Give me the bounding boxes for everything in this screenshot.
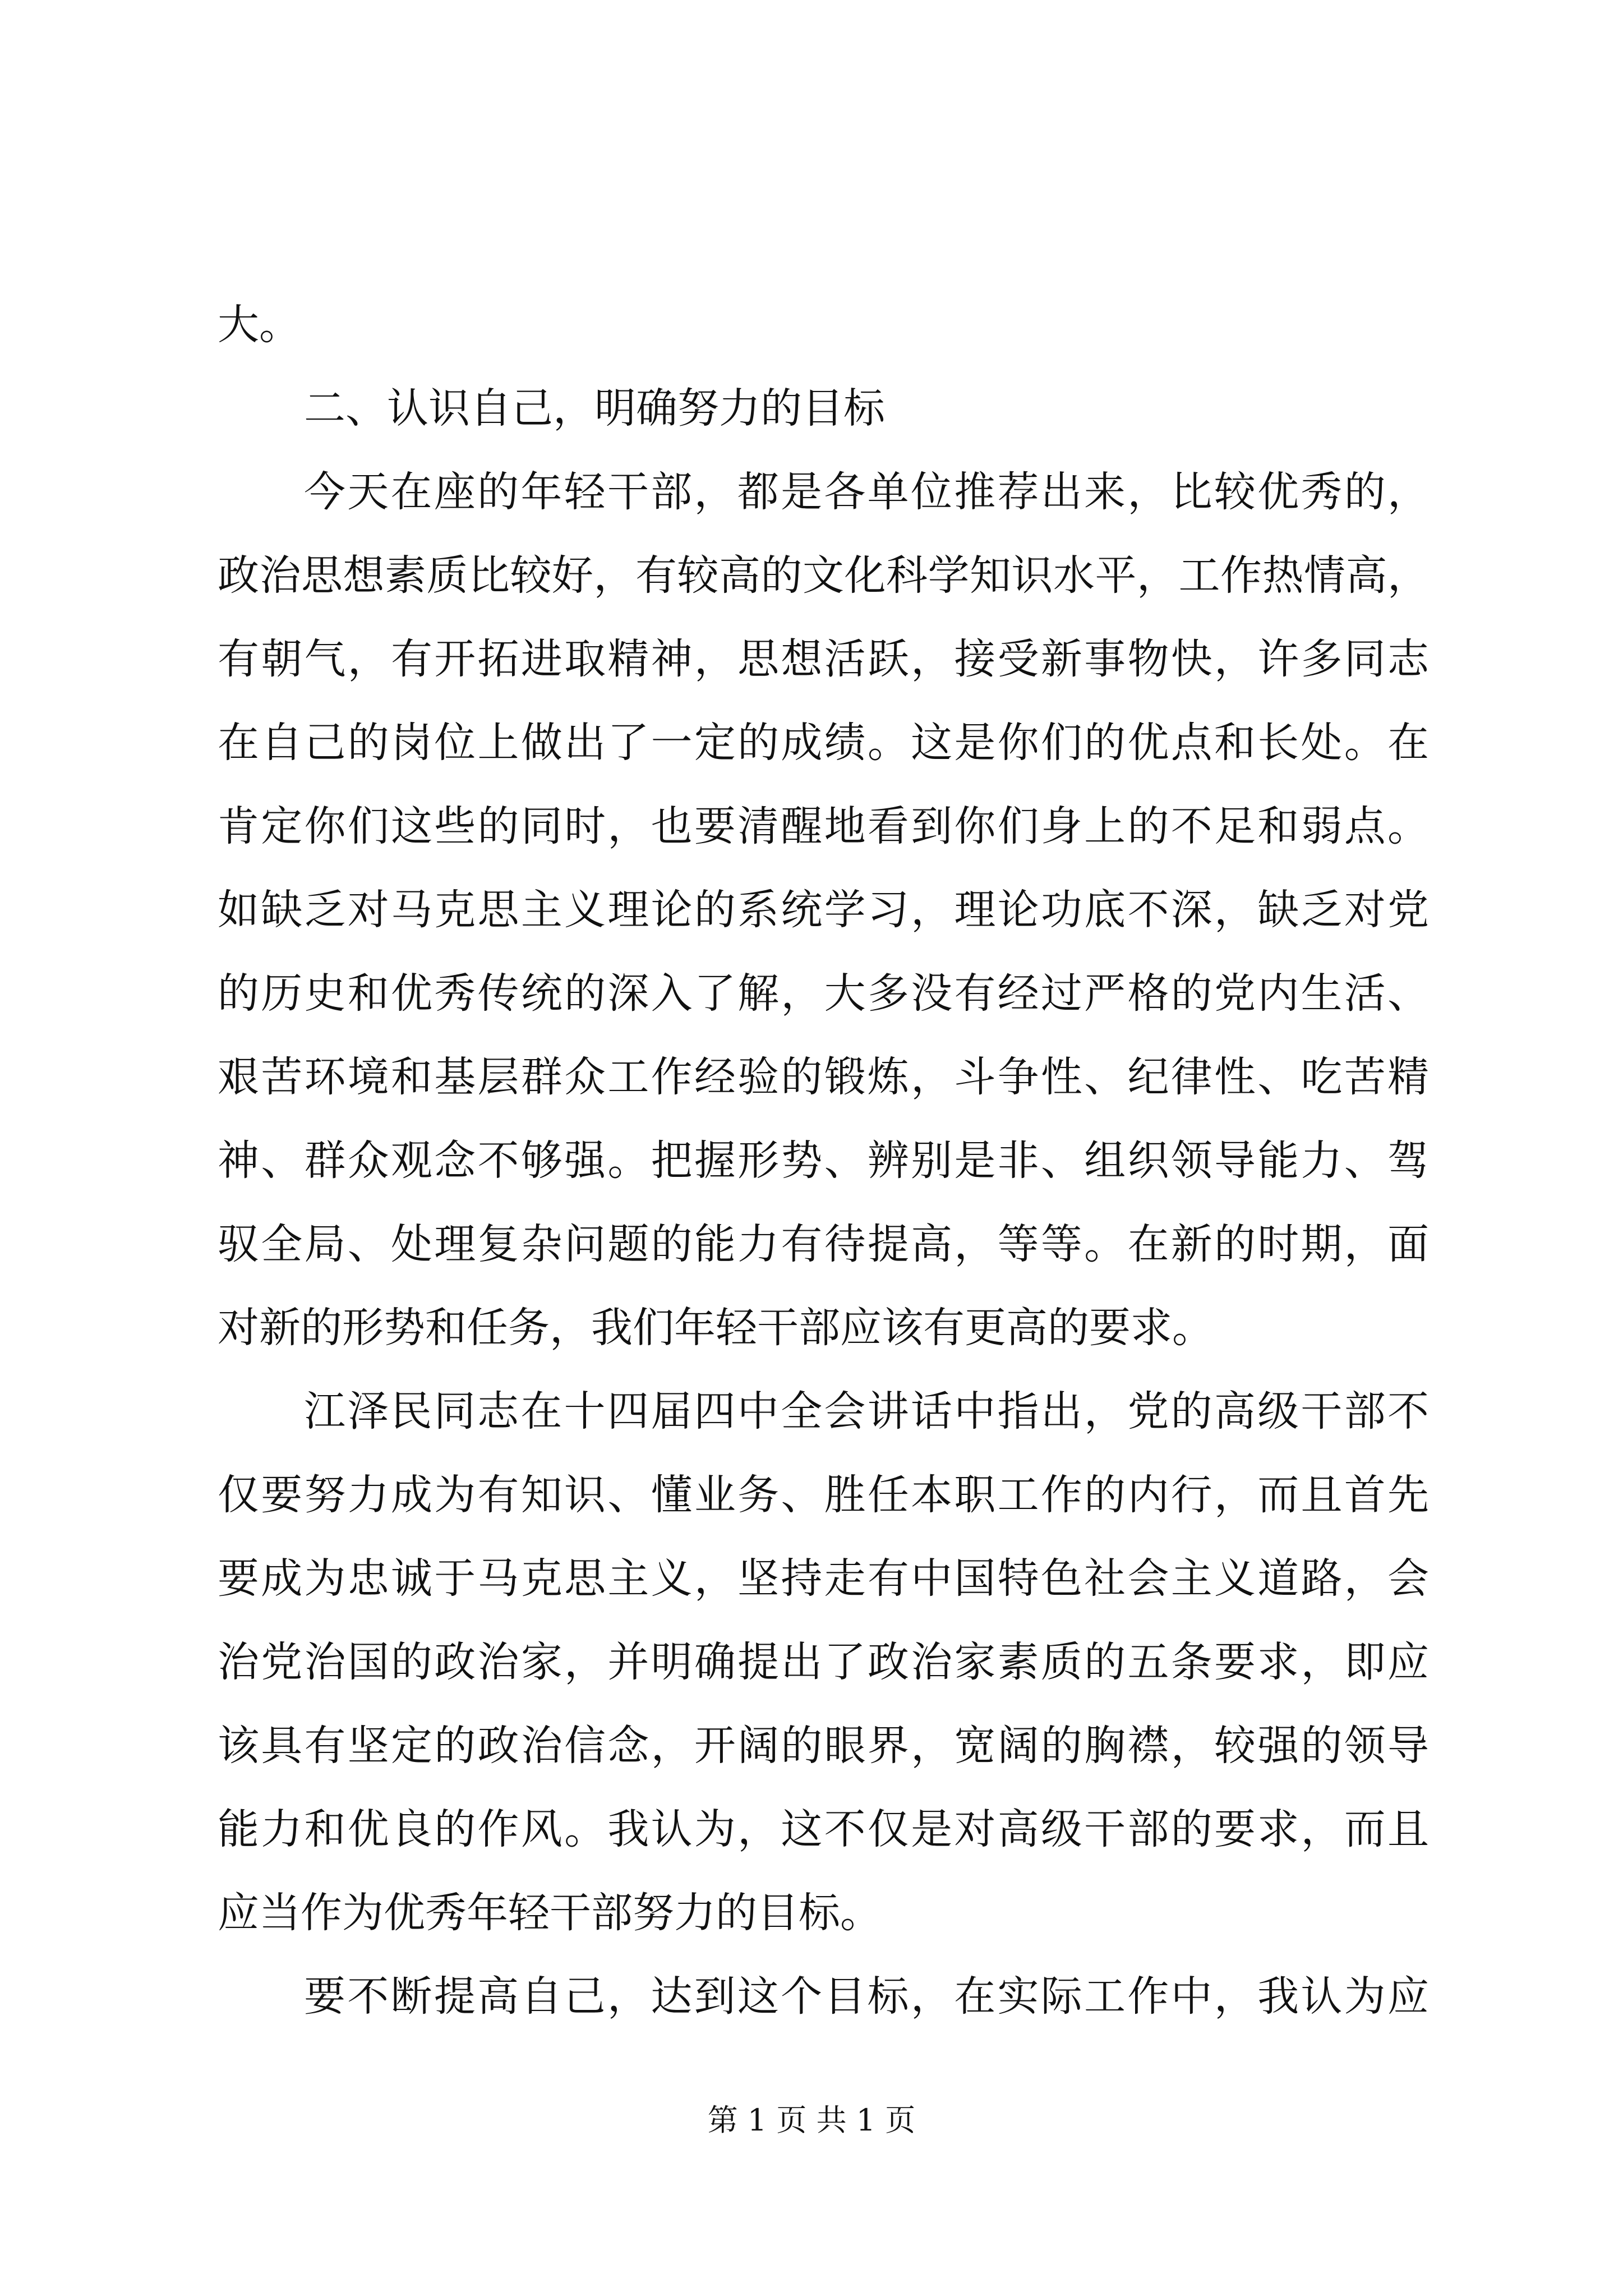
document-body [218,283,1429,2039]
text-line: 治党治国的政治家，并明确提出了政治家素质的五条要求，即应 [218,1638,1429,1686]
text-line: 该具有坚定的政治信念，开阔的眼界，宽阔的胸襟，较强的领导 [218,1722,1429,1770]
text-line: 要成为忠诚于马克思主义，坚持走有中国特色社会主义道路，会 [218,1554,1429,1603]
text-line: 有朝气，有开拓进取精神，思想活跃，接受新事物快，许多同志 [218,635,1429,683]
text-line: 对新的形势和任务，我们年轻干部应该有更高的要求。 [218,1304,1214,1352]
text-line: 要不断提高自己，达到这个目标，在实际工作中，我认为应 [304,1972,1429,2021]
text-line: 的历史和优秀传统的深入了解，大多没有经过严格的党内生活、 [218,969,1429,1018]
text-line: 江泽民同志在十四届四中全会讲话中指出，党的高级干部不 [304,1387,1429,1435]
text-line: 肯定你们这些的同时，也要清醒地看到你们身上的不足和弱点。 [218,802,1429,850]
text-line: 能力和优良的作风。我认为，这不仅是对高级干部的要求，而且 [218,1805,1429,1853]
page-footer: 第 1 页 共 1 页 [707,2102,916,2138]
text-line: 神、群众观念不够强。把握形势、辨别是非、组织领导能力、驾 [218,1137,1429,1185]
text-line: 在自己的岗位上做出了一定的成绩。这是你们的优点和长处。在 [218,719,1429,767]
text-line: 政治思想素质比较好，有较高的文化科学知识水平，工作热情高， [218,551,1429,600]
text-line: 今天在座的年轻干部，都是各单位推荐出来，比较优秀的， [304,468,1429,516]
text-line: 驭全局、处理复杂问题的能力有待提高，等等。在新的时期，面 [218,1220,1429,1268]
section-heading: 二、认识自己，明确努力的目标 [304,384,885,432]
text-line: 应当作为优秀年轻干部努力的目标。 [218,1889,882,1937]
text-line: 大。 [218,301,301,349]
text-line: 艰苦环境和基层群众工作经验的锻炼，斗争性、纪律性、吃苦精 [218,1053,1429,1101]
text-line: 仅要努力成为有知识、懂业务、胜任本职工作的内行，而且首先 [218,1471,1429,1519]
text-line: 如缺乏对马克思主义理论的系统学习，理论功底不深，缺乏对党 [218,886,1429,934]
